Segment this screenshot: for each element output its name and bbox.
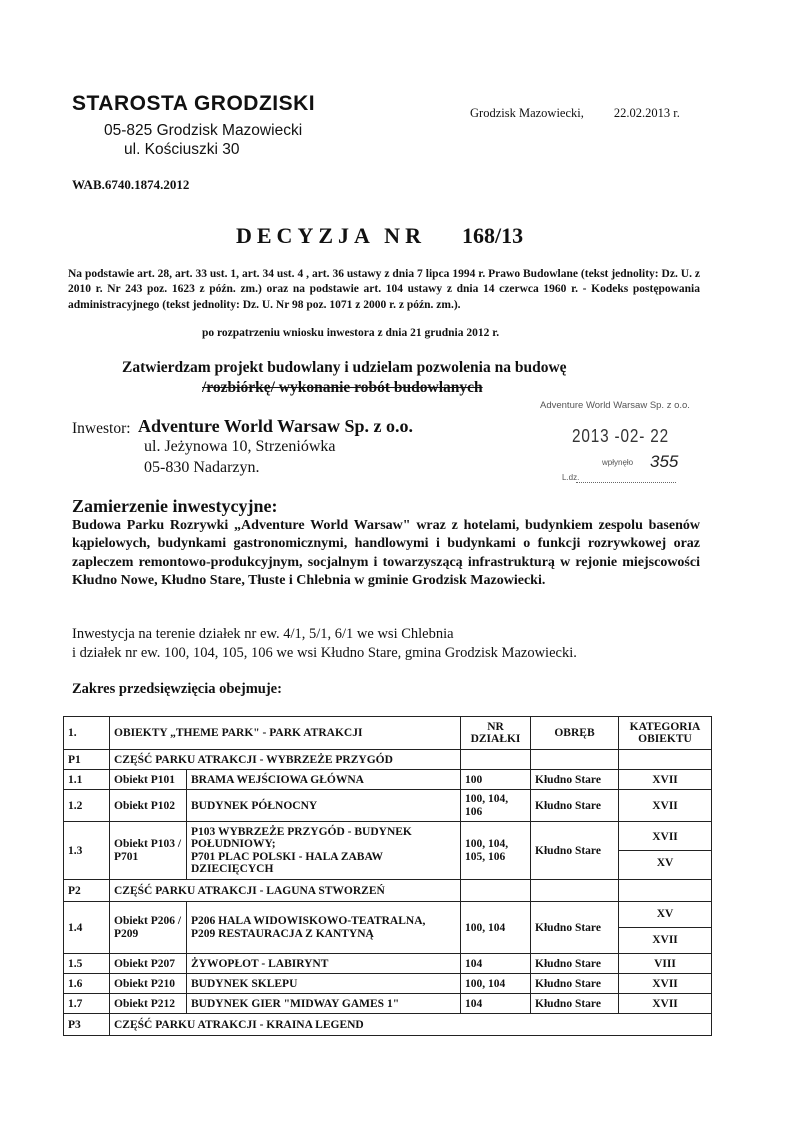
cell-description <box>187 822 461 880</box>
received-stamp <box>540 400 710 490</box>
table-row <box>64 974 712 994</box>
cell-description-part2: P209 RESTAURACJA Z KANTYNĄ <box>191 927 374 940</box>
decision-title <box>236 223 523 249</box>
table-row <box>64 994 712 1014</box>
cell-lp: 1.6 <box>64 974 110 994</box>
cell-plot: 100, 104 <box>461 902 531 954</box>
place-date <box>470 106 680 121</box>
section-title: CZĘŚĆ PARKU ATRAKCJI - LAGUNA STWORZEŃ <box>110 880 461 902</box>
decision-title-label: DECYZJA NR <box>236 223 426 248</box>
stamp-received-label: wpłynęło <box>602 458 634 467</box>
cell-object: Obiekt P207 <box>110 954 187 974</box>
table-header-row <box>64 717 712 750</box>
section-title: CZĘŚĆ PARKU ATRAKCJI - KRAINA LEGEND <box>110 1014 712 1036</box>
cell-lp: 1.7 <box>64 994 110 1014</box>
table-row <box>64 954 712 974</box>
cell-area: Kłudno Stare <box>531 770 619 790</box>
cell-lp: 1.4 <box>64 902 110 954</box>
legal-basis: Na podstawie art. 28, art. 33 ust. 1, art. 34 ust. 4 , art. 36 ustawy z dnia 7 lipca 1994 r. Prawo Budowlane (tekst jednolity: Dz. U. z 2010 r. Nr 243 poz. 1623 z późn. zm.) oraz na podstawie art. 104 ustawy z dnia 14 czerwca 1960 r. - Kodeks postępowania administracyjnego (tekst jednolity: Dz. U. Nr 98 poz. 1071 z 2000 r. z późn. zm.). <box>68 268 700 311</box>
cell-plot: 100, 104, 106 <box>461 790 531 822</box>
cell-area: Kłudno Stare <box>531 994 619 1014</box>
cell-lp: 1.1 <box>64 770 110 790</box>
cell-object: Obiekt P102 <box>110 790 187 822</box>
investor-label: Inwestor: <box>72 420 131 437</box>
stamp-company: Adventure World Warsaw Sp. z o.o. <box>540 400 690 411</box>
approval-statement: Zatwierdzam projekt budowlany i udzielam pozwolenia na budowę <box>122 359 567 376</box>
stamp-date: 2013 -02- 22 <box>572 426 669 446</box>
cell-object: Obiekt P101 <box>110 770 187 790</box>
cell-category-part1: XV <box>656 908 674 920</box>
table-row <box>64 770 712 790</box>
cell-description: BRAMA WEJŚCIOWA GŁÓWNA <box>187 770 461 790</box>
date: 22.02.2013 r. <box>613 106 680 120</box>
decision-number: 168/13 <box>461 223 524 248</box>
cell-description: BUDYNEK GIER "MIDWAY GAMES 1" <box>187 994 461 1014</box>
cell-object: Obiekt P210 <box>110 974 187 994</box>
cell-plot: 104 <box>461 954 531 974</box>
cell-description: BUDYNEK SKLEPU <box>187 974 461 994</box>
cell-description-part1: P103 WYBRZEŻE PRZYGÓD - BUDYNEK POŁUDNIOWY; <box>191 825 412 850</box>
cell-category: XVII <box>619 974 712 994</box>
cell-area: Kłudno Stare <box>531 954 619 974</box>
cell-object: Obiekt P103 / P701 <box>110 822 187 880</box>
scope-table <box>63 716 712 1036</box>
cell-category: XVII <box>619 770 712 790</box>
cell-category-part2: XV <box>619 850 711 876</box>
table-row <box>64 902 712 954</box>
office-address-line1: 05-825 Grodzisk Mazowiecki <box>104 122 303 139</box>
cell-lp: 1.2 <box>64 790 110 822</box>
case-number: WAB.6740.1874.2012 <box>72 177 190 192</box>
cell-description <box>187 902 461 954</box>
cell-category: VIII <box>619 954 712 974</box>
cell-plot: 100 <box>461 770 531 790</box>
struck-out-text: /rozbiórkę/ wykonanie robót budowlanych <box>202 379 483 396</box>
cell-description-part1: P206 HALA WIDOWISKOWO-TEATRALNA, <box>191 915 426 927</box>
cell-plot: 104 <box>461 994 531 1014</box>
cell-category <box>619 822 712 880</box>
investor-city: 05-830 Nadarzyn. <box>144 459 260 476</box>
table-row <box>64 790 712 822</box>
cell-category <box>619 902 712 954</box>
section-title: CZĘŚĆ PARKU ATRAKCJI - WYBRZEŻE PRZYGÓD <box>110 750 461 770</box>
col-lp: 1. <box>64 717 110 750</box>
office-name: STAROSTA GRODZISKI <box>72 92 316 115</box>
section-code: P3 <box>64 1014 110 1036</box>
cell-category: XVII <box>619 790 712 822</box>
cell-description: BUDYNEK PÓŁNOCNY <box>187 790 461 822</box>
col-area: OBRĘB <box>531 717 619 750</box>
cell-lp: 1.5 <box>64 954 110 974</box>
office-address-line2: ul. Kościuszki 30 <box>124 141 240 158</box>
section-code: P1 <box>64 750 110 770</box>
investor-street: ul. Jeżynowa 10, Strzeniówka <box>144 438 336 455</box>
review-line: po rozpatrzeniu wniosku inwestora z dnia 21 grudnia 2012 r. <box>202 327 500 339</box>
cell-area: Kłudno Stare <box>531 974 619 994</box>
cell-description-part2: P701 PLAC POLSKI - HALA ZABAW DZIECIĘCYCH <box>191 850 383 875</box>
col-category: KATEGORIA OBIEKTU <box>619 717 712 750</box>
cell-lp: 1.3 <box>64 822 110 880</box>
cell-area: Kłudno Stare <box>531 822 619 880</box>
intent-text: Budowa Parku Rozrywki „Adventure World Warsaw" wraz z hotelami, budynkiem zespolu basenów kąpielowych, budynkami gastronomicznymi, handlowymi i budynkami o funkcji rozrywkowej oraz zapleczem remontowo-produkcyjnym, socjalnym i towarzyszącą infrastrukturą w rejonie miejscowości Kłudno Nowe, Kłudno Stare, Tłuste i Chlebnia w gminie Grodzisk Mazowiecki. <box>72 518 700 589</box>
cell-area: Kłudno Stare <box>531 902 619 954</box>
cell-description: ŻYWOPŁOT - LABIRYNT <box>187 954 461 974</box>
section-row <box>64 1014 712 1036</box>
section-code: P2 <box>64 880 110 902</box>
cell-category-part1: XVII <box>652 831 678 843</box>
stamp-ldz-label: L.dz. <box>562 473 580 482</box>
intent-heading: Zamierzenie inwestycyjne: <box>72 496 278 516</box>
plots-line1: Inwestycja na terenie działek nr ew. 4/1, 5/1, 6/1 we wsi Chlebnia <box>72 626 454 642</box>
table-row <box>64 822 712 880</box>
col-object: OBIEKTY „THEME PARK" - PARK ATRAKCJI <box>110 717 461 750</box>
cell-area: Kłudno Stare <box>531 790 619 822</box>
section-row <box>64 880 712 902</box>
cell-object: Obiekt P206 / P209 <box>110 902 187 954</box>
cell-category: XVII <box>619 994 712 1014</box>
section-row <box>64 750 712 770</box>
cell-object: Obiekt P212 <box>110 994 187 1014</box>
scope-heading: Zakres przedsięwzięcia obejmuje: <box>72 681 282 697</box>
investor-name: Adventure World Warsaw Sp. z o.o. <box>138 416 414 436</box>
col-plot: NR DZIAŁKI <box>461 717 531 750</box>
cell-plot: 100, 104, 105, 106 <box>461 822 531 880</box>
plots-line2: i działek nr ew. 100, 104, 105, 106 we wsi Kłudno Stare, gmina Grodzisk Mazowiecki. <box>72 645 577 661</box>
place: Grodzisk Mazowiecki, <box>470 106 584 120</box>
stamp-received-number: 355 <box>650 452 679 471</box>
stamp-dotted-line <box>576 482 676 483</box>
cell-category-part2: XVII <box>619 927 711 953</box>
cell-plot: 100, 104 <box>461 974 531 994</box>
